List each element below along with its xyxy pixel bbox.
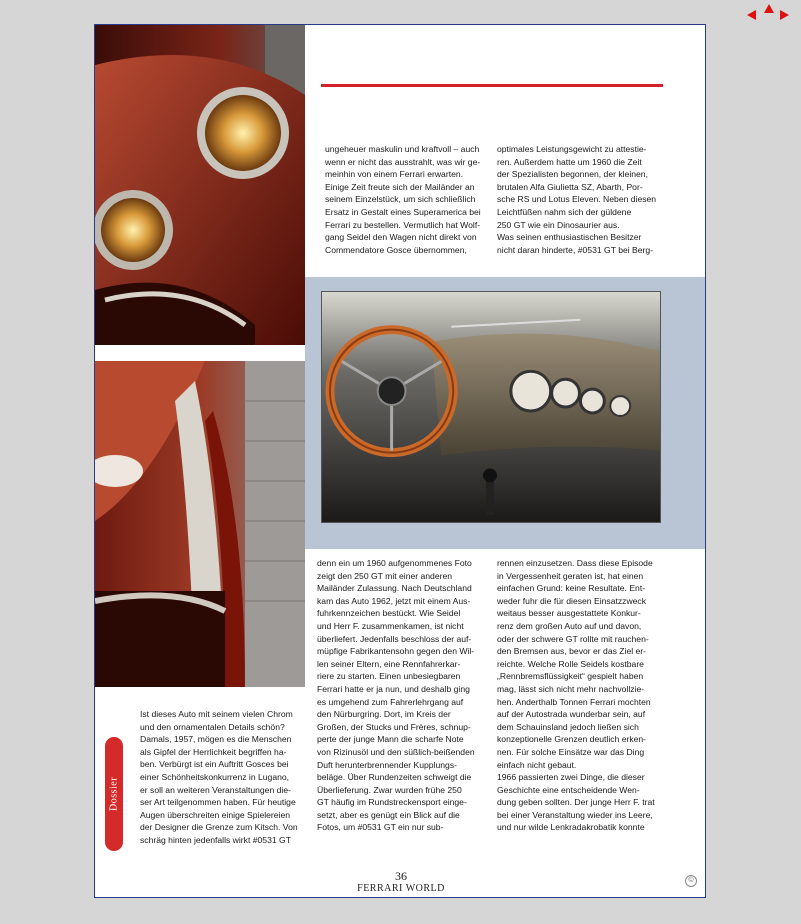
up-arrow-icon[interactable] xyxy=(764,4,774,13)
magazine-page xyxy=(94,24,706,898)
tail-light-photo xyxy=(95,361,305,687)
article-column-1: ungeheuer maskulin und kraftvoll – auch wenn er nicht das ausstrahlt, was wir ge- meinhin von einem Ferrari erwarten. Einige Zeit freute sich der Mailänder an seinem Einzelstück, um sich schließlich Ersatz in Gestalt eines Superamerica bei Ferrari zu bestellen. Vermutlich hat Wolf- gang Seidel den Wagen nicht direkt von Commendatore Gosce übernommen, xyxy=(325,144,481,255)
page-number: 36 xyxy=(395,869,407,883)
section-tab xyxy=(105,737,123,851)
previous-page-arrow-icon[interactable] xyxy=(747,10,756,20)
dashboard-photo xyxy=(321,291,661,523)
headlight-photo xyxy=(95,25,305,345)
header-rule xyxy=(321,84,663,87)
page-navigation xyxy=(747,4,793,22)
article-column-3: denn ein um 1960 aufgenommenes Foto zeigt den 250 GT mit einer anderen Mailänder Zulassung. Nach Deutschland kam das Auto 1962, jetzt mit einem Aus- fuhrkennzeichen bestückt. Wie Seidel und Herr F. zusammenkamen, ist nicht überliefert. Jedenfalls beschloss der auf- müpfige Fabrikantensohn gegen den Wil- len seiner Eltern, eine Rennfahrerkar- riere zu starten. Einen unbesiegbaren Ferrari hatte er ja nun, und deshalb ging es umgehend zum Fahrerlehrgang auf den Nürburgring. Dort, im Kreis der Großen, der Stucks und Frères, schnup- perte der junge Mann die scharfe Note von Rizinusöl und den süßlich-beißenden Duft herunterbrennender Kupplungs- beläge. Über Rundenzeiten schweigt die Überlieferung. Zwar wurden frühe 250 GT häufig im Rundstreckensport einge- setzt, aber es genügt ein Blick auf die Fotos, um #0531 GT ein nur sub- xyxy=(317,558,475,833)
article-column-5: Ist dieses Auto mit seinem vielen Chrom und den ornamentalen Details schön? Damals, 1957, mögen es die Menschen als Gipfel der Herrlichkeit begriffen ha- ben. Verbürgt ist ein Auftritt Gosces bei einer Schönheitskonkurrenz in Lugano, er soll an weiteren Veranstaltungen die- ser Art teilgenommen haben. Für heutige Augen überschreiten einige Spielereien der Designer die Grenze zum Kitsch. Von schräg hinten jedenfalls wirkt #0531 GT xyxy=(140,709,298,845)
copyright-icon: © xyxy=(685,875,697,887)
article-column-4: rennen einzusetzen. Dass diese Episode in Vergessenheit geraten ist, hat einen einfachen Grund: keine Resultate. Ent- weder fuhr die für diesen Einsatzzweck weitaus besser ausgestattete Konkur- renz dem großen Auto auf und davon, oder der schwere GT rollte mit rauchen- den Bremsen aus, bevor er das Ziel er- reichte. Welche Rolle Seidels kostbare „Rennbremsflüssigkeit“ gespielt haben mag, lässt sich nicht mehr nachvollzie- hen. Anderthalb Tonnen Ferrari mochten auf der Autostrada wunderbar sein, auf dem Schauinsland jedoch ließen sich konzeptionelle Grenzen deutlich erken- nen. Für solche Einsätze war das Ding einfach nicht gebaut. 1966 passierten zwei Dinge, die dieser Geschichte eine entscheidende Wen- dung geben sollten. Der junge Herr F. trat bei einer Veranstaltung wieder ins Leere, und nur wilde Lenkradakrobatik konnte xyxy=(497,558,655,833)
section-label: Dossier xyxy=(108,776,120,812)
magazine-name: FERRARI WORLD xyxy=(357,883,445,894)
article-column-2: optimales Leistungsgewicht zu attestie- ren. Außerdem hatte um 1960 die Zeit der Spezialisten begonnen, der kleinen, brutalen Alfa Giulietta SZ, Abarth, Por- sche RS und Lotus Eleven. Neben diesen Leichtfüßen nahm sich der güldene 250 GT wie ein Dinosaurier aus. Was seinen enthusiastischen Besitzer nicht daran hinderte, #0531 GT bei Berg- xyxy=(497,144,657,255)
next-page-arrow-icon[interactable] xyxy=(780,10,789,20)
